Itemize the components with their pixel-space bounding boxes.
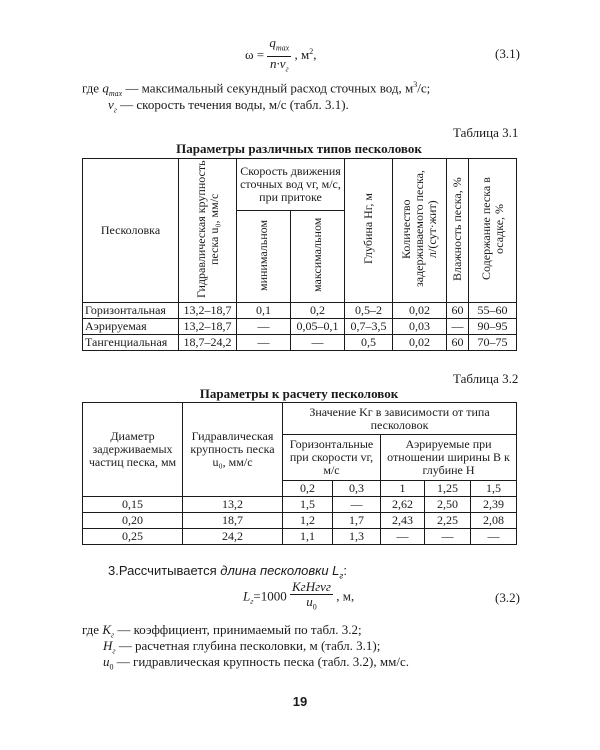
step-3-text: 3.Рассчитывается длина песколовки $L_г$: [108,563,347,581]
table-title-3-1: Параметры различных типов песколовок [176,141,422,156]
header-quantity: Количество задерживаемого песка, л/(сут·жит) [393,159,447,303]
table-label-3-1: Таблица 3.1 [453,125,519,140]
table-row: 0,20 18,7 1,2 1,7 2,43 2,25 2,08 [83,513,517,529]
header-speed-max: максимальном [291,211,345,303]
table-row: Горизонтальная 13,2–18,7 0,1 0,2 0,5–2 0,02 60 55–60 [83,303,517,319]
formula-3-2: $L_г=1000$ $\frac{\text{KгHгvг}}{u_0}$ , м, [243,580,354,615]
where-line-2: $v_г$ — скорость течения воды, м/с (табл. 3.1). [108,97,349,115]
formula-number-3-2: (3.2) [495,590,520,605]
header-speed-group: Скорость движения сточных вод vг, м/с, при притоке [237,159,345,211]
header-depth: Глубина Hг, м [345,159,393,303]
header-ks-group: Значение Kг в зависимости от типа песколовок [283,403,517,435]
where2-line-1: где $K_г$ — коэффициент, принимаемый по табл. 3.2; [82,622,362,640]
page-number: 19 [292,694,308,709]
header-diameter: Диаметр задерживаемых частиц песка, мм [83,403,183,497]
header-hydraulic-2: Гидравлическая крупность песка u₀, мм/с [183,403,283,497]
header-content: Содержание песка в осадке, % [469,159,517,303]
formula-lhs: ω = [245,47,265,63]
formula-number-3-1: (3.1) [495,46,520,61]
where2-line-2: $H_г$ — расчетная глубина песколовки, м (табл. 3.1); [103,638,381,656]
formula-fraction: $\frac{q_{max}}{n\cdot v_г}$ [269,35,290,74]
header-horizontal: Горизонтальные при скорости vг, м/с [283,435,381,481]
header-sand-trap: Песколовка [83,159,179,303]
table-3-2 [82,402,517,545]
table-title-3-2: Параметры к расчету песколовок [199,386,399,401]
table-row: 0,15 13,2 1,5 — 2,62 2,50 2,39 [83,497,517,513]
table-row: Аэрируемая 13,2–18,7 — 0,05–0,1 0,7–3,5 0,03 — 90–95 [83,319,517,335]
header-hydraulic: Гидравлическая крупность песка u₀, мм/с [179,159,237,303]
table-row: Тангенциальная 18,7–24,2 — — 0,5 0,02 60 70–75 [83,335,517,351]
formula-3-1: ω = $\frac{q_{max}}{n\cdot v_г}$ , $м^2$, [245,36,316,76]
table-3-1 [82,158,517,351]
header-humidity: Влажность песка, % [447,159,469,303]
header-speed-min: минимальном [237,211,291,303]
where-line-1: где $q_{max}$ — максимальный секундный расход сточных вод, $м^3/с$; [82,80,431,98]
subheader-row: 0,2 0,3 1 1,25 1,5 [83,481,517,497]
table-label-3-2: Таблица 3.2 [453,371,519,386]
where2-line-3: $u_0$ — гидравлическая крупность песка (табл. 3.2), мм/с. [103,654,409,672]
formula-2-fraction: $\frac{\text{KгHгvг}}{u_0}$ [291,579,331,612]
table-row: 0,25 24,2 1,1 1,3 — — — [83,529,517,545]
header-aerated: Аэрируемые при отношении ширины B к глубине H [381,435,517,481]
